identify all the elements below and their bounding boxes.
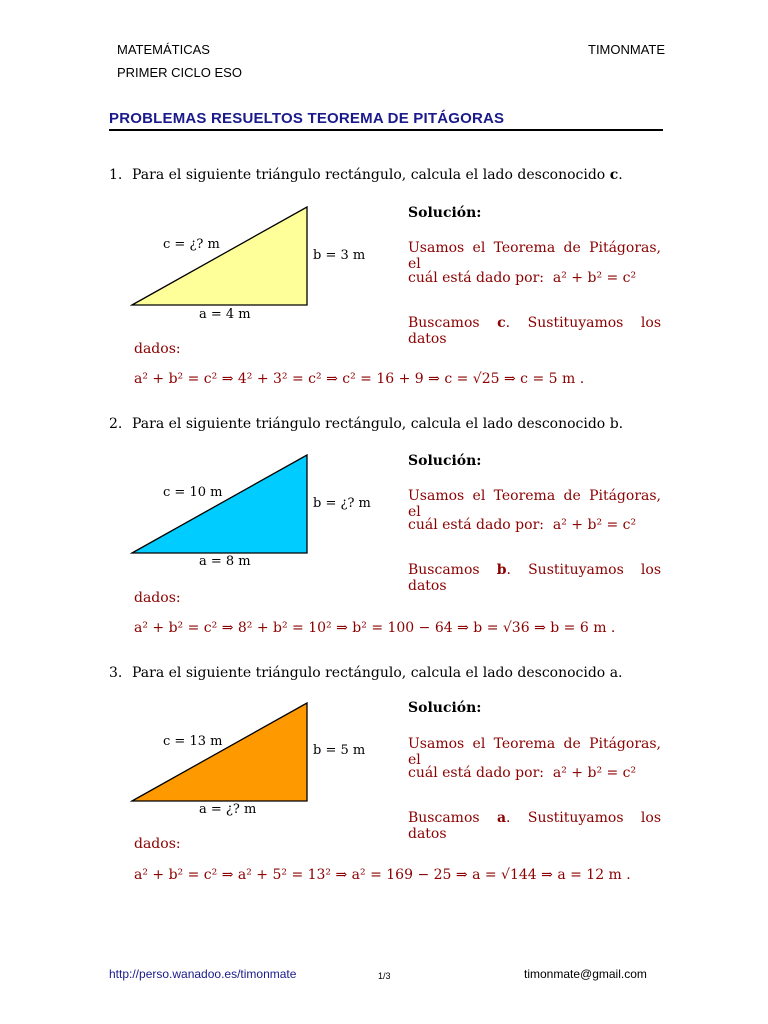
search-prefix: Buscamos (408, 810, 497, 826)
solution-text-4: dados: (134, 590, 181, 606)
search-suffix: . Sustituyamos los datos (408, 810, 662, 842)
solution-text-2 (408, 270, 636, 286)
triangle-diagram (130, 205, 310, 307)
search-variable: c (497, 315, 506, 331)
solution-text-4: dados: (134, 836, 181, 852)
leg-b-label: b = 3 m (313, 248, 366, 263)
page-number: 1/3 (378, 971, 391, 981)
formula: a² + b² = c² (552, 765, 637, 781)
hypotenuse-label: c = ¿? m (163, 237, 220, 252)
search-suffix: . Sustituyamos los datos (408, 315, 661, 347)
search-prefix: Buscamos (408, 315, 498, 331)
problem-statement (109, 665, 623, 681)
hypotenuse-label: c = 13 m (163, 734, 223, 749)
unknown-side: c (609, 167, 619, 183)
problem-number: 2. (109, 416, 123, 432)
page-title: PROBLEMAS RESUELTOS TEOREMA DE PITÁGORAS (109, 110, 505, 127)
problem-statement (109, 167, 623, 183)
formula-intro: cuál está dado por: (408, 765, 544, 781)
email-link[interactable]: timonmate@gmail.com (524, 967, 647, 981)
solution-equation: a² + b² = c² ⇒ a² + 5² = 13² ⇒ a² = 169 − 25 ⇒ a = √144 ⇒ a = 12 m . (134, 867, 631, 883)
solution-heading: Solución: (408, 453, 482, 469)
level-label: PRIMER CICLO ESO (117, 65, 242, 80)
solution-equation: a² + b² = c² ⇒ 4² + 3² = c² ⇒ c² = 16 + 9 ⇒ c = √25 ⇒ c = 5 m . (134, 371, 585, 387)
solution-text-4: dados: (134, 341, 181, 357)
right-triangle (132, 207, 307, 305)
statement-text: Para el siguiente triángulo rectángulo, calcula el lado desconocido a. (132, 665, 623, 681)
formula-intro: cuál está dado por: (408, 517, 544, 533)
search-suffix: . Sustituyamos los datos (408, 562, 661, 594)
formula: a² + b² = c² (552, 517, 637, 533)
triangle-diagram (130, 701, 310, 803)
leg-a-label: a = 4 m (199, 307, 251, 322)
problem-number: 1. (109, 167, 123, 183)
problem-number: 3. (109, 665, 123, 681)
solution-text-3 (408, 315, 661, 347)
search-prefix: Buscamos (408, 562, 497, 578)
leg-b-label: b = 5 m (313, 743, 366, 758)
right-triangle (132, 455, 307, 553)
problem-statement (109, 416, 623, 432)
formula-intro: cuál está dado por: (408, 270, 544, 286)
solution-text-2 (408, 517, 636, 533)
right-triangle (132, 703, 307, 801)
solution-text-1: Usamos el Teorema de Pitágoras, el (408, 488, 661, 520)
statement-text: Para el siguiente triángulo rectángulo, calcula el lado desconocido (132, 167, 610, 183)
leg-a-label: a = 8 m (199, 554, 251, 569)
formula: a² + b² = c² (552, 270, 637, 286)
solution-text-3 (408, 562, 661, 594)
solution-text-2 (408, 765, 636, 781)
subject-label: MATEMÁTICAS (117, 42, 210, 57)
solution-heading: Solución: (408, 205, 482, 221)
triangle-diagram (130, 453, 310, 555)
website-link[interactable]: http://perso.wanadoo.es/timonmate (109, 967, 297, 981)
leg-b-label: b = ¿? m (313, 496, 371, 511)
solution-text-1: Usamos el Teorema de Pitágoras, el (408, 240, 661, 272)
solution-text-3 (408, 810, 661, 842)
author-label: TIMONMATE (588, 42, 666, 57)
search-variable: b (496, 562, 507, 578)
solution-heading: Solución: (408, 700, 482, 716)
statement-text: Para el siguiente triángulo rectángulo, calcula el lado desconocido b. (132, 416, 624, 432)
search-variable: a (496, 810, 507, 826)
solution-text-1: Usamos el Teorema de Pitágoras, el (408, 736, 661, 768)
title-divider (109, 129, 663, 131)
hypotenuse-label: c = 10 m (163, 485, 223, 500)
leg-a-label: a = ¿? m (199, 802, 257, 817)
solution-equation: a² + b² = c² ⇒ 8² + b² = 10² ⇒ b² = 100 − 64 ⇒ b = √36 ⇒ b = 6 m . (134, 620, 616, 636)
statement-end: . (618, 167, 623, 183)
